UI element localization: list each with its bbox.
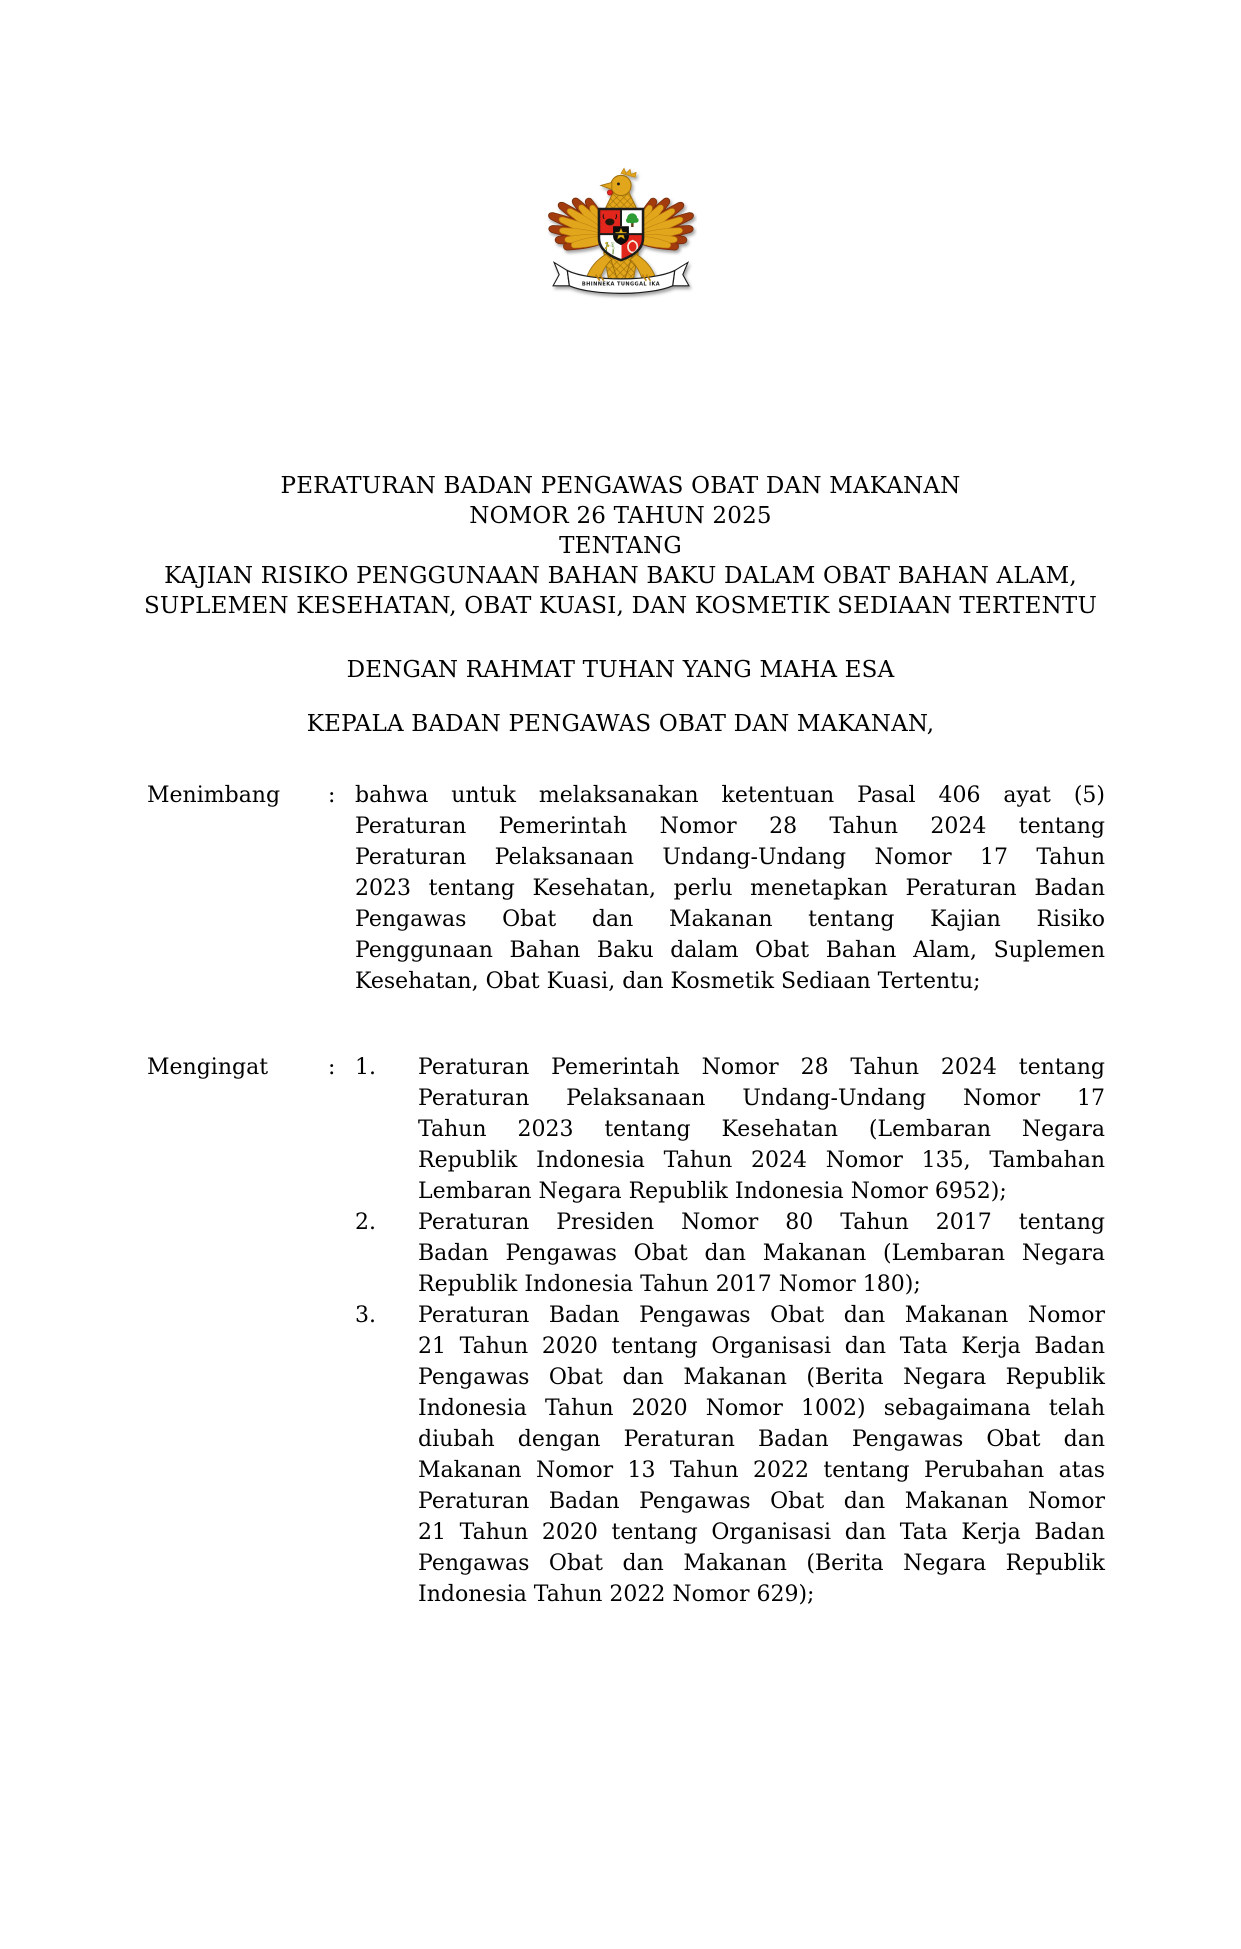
text-line: Peraturan Pelaksanaan Undang-Undang Nomor 17 Tahun — [355, 845, 1105, 870]
text-line: 2023 tentang Kesehatan, perlu menetapkan Peraturan Badan — [355, 876, 1105, 901]
menimbang-section — [147, 780, 1105, 997]
document-title — [0, 471, 1241, 621]
menimbang-label: Menimbang — [147, 783, 281, 808]
garuda-pancasila-icon — [545, 146, 697, 310]
text-line: 21 Tahun 2020 tentang Organisasi dan Tata Kerja Badan — [418, 1334, 1105, 1359]
item-number: 1. — [355, 1055, 376, 1080]
item-text — [418, 1052, 1105, 1207]
text-line: Indonesia Tahun 2020 Nomor 1002) sebagaimana telah — [418, 1396, 1105, 1421]
legal-reference-item — [355, 1300, 1105, 1610]
invocation-line: DENGAN RAHMAT TUHAN YANG MAHA ESA — [346, 657, 895, 683]
text-line: Kesehatan, Obat Kuasi, dan Kosmetik Sediaan Tertentu; — [355, 969, 981, 994]
text-line: Indonesia Tahun 2022 Nomor 629); — [418, 1582, 815, 1607]
title-line-number: NOMOR 26 TAHUN 2025 — [469, 503, 772, 529]
text-line: Peraturan Badan Pengawas Obat dan Makanan Nomor — [418, 1303, 1105, 1328]
item-text — [418, 1300, 1105, 1610]
title-line-regulation: PERATURAN BADAN PENGAWAS OBAT DAN MAKANAN — [280, 473, 961, 499]
issuer-line: KEPALA BADAN PENGAWAS OBAT DAN MAKANAN, — [306, 711, 935, 737]
text-line: Pengawas Obat dan Makanan (Berita Negara Republik — [418, 1551, 1105, 1576]
mengingat-list — [355, 1052, 1105, 1610]
text-line: Republik Indonesia Tahun 2017 Nomor 180); — [418, 1272, 921, 1297]
item-number: 2. — [355, 1210, 376, 1235]
garuda-pancasila-emblem — [545, 146, 697, 310]
text-line: Republik Indonesia Tahun 2024 Nomor 135, Tambahan — [418, 1148, 1105, 1173]
text-line: Tahun 2023 tentang Kesehatan (Lembaran Negara — [418, 1117, 1105, 1142]
text-line: Lembaran Negara Republik Indonesia Nomor 6952); — [418, 1179, 1007, 1204]
text-line: Peraturan Presiden Nomor 80 Tahun 2017 tentang — [418, 1210, 1105, 1235]
item-number: 3. — [355, 1303, 376, 1328]
menimbang-text — [355, 780, 1105, 997]
mengingat-section — [147, 1052, 1105, 1610]
text-line: bahwa untuk melaksanakan ketentuan Pasal 406 ayat (5) — [355, 783, 1105, 808]
text-line: Peraturan Pemerintah Nomor 28 Tahun 2024 tentang — [355, 814, 1105, 839]
text-line: Penggunaan Bahan Baku dalam Obat Bahan Alam, Suplemen — [355, 938, 1105, 963]
text-line: 21 Tahun 2020 tentang Organisasi dan Tata Kerja Badan — [418, 1520, 1105, 1545]
legal-reference-item — [355, 1052, 1105, 1207]
title-line-subject-1: KAJIAN RISIKO PENGGUNAAN BAHAN BAKU DALAM OBAT BAHAN ALAM, — [164, 563, 1077, 589]
text-line: Pengawas Obat dan Makanan tentang Kajian Risiko — [355, 907, 1105, 932]
text-line: Pengawas Obat dan Makanan (Berita Negara Republik — [418, 1365, 1105, 1390]
text-line: Peraturan Pelaksanaan Undang-Undang Nomor 17 — [418, 1086, 1105, 1111]
text-line: diubah dengan Peraturan Badan Pengawas Obat dan — [418, 1427, 1105, 1452]
item-text — [418, 1207, 1105, 1300]
mengingat-label: Mengingat — [147, 1055, 269, 1080]
mengingat-colon: : — [328, 1055, 336, 1080]
legal-reference-item — [355, 1207, 1105, 1300]
motto-text: BHINNEKA TUNGGAL IKA — [581, 281, 661, 288]
text-line: Peraturan Badan Pengawas Obat dan Makanan Nomor — [418, 1489, 1105, 1514]
text-line: Badan Pengawas Obat dan Makanan (Lembaran Negara — [418, 1241, 1105, 1266]
title-line-subject-2: SUPLEMEN KESEHATAN, OBAT KUASI, DAN KOSMETIK SEDIAAN TERTENTU — [143, 593, 1098, 619]
menimbang-colon: : — [328, 783, 336, 808]
text-line: Makanan Nomor 13 Tahun 2022 tentang Perubahan atas — [418, 1458, 1105, 1483]
title-line-tentang: TENTANG — [559, 533, 682, 559]
text-line: Peraturan Pemerintah Nomor 28 Tahun 2024 tentang — [418, 1055, 1105, 1080]
